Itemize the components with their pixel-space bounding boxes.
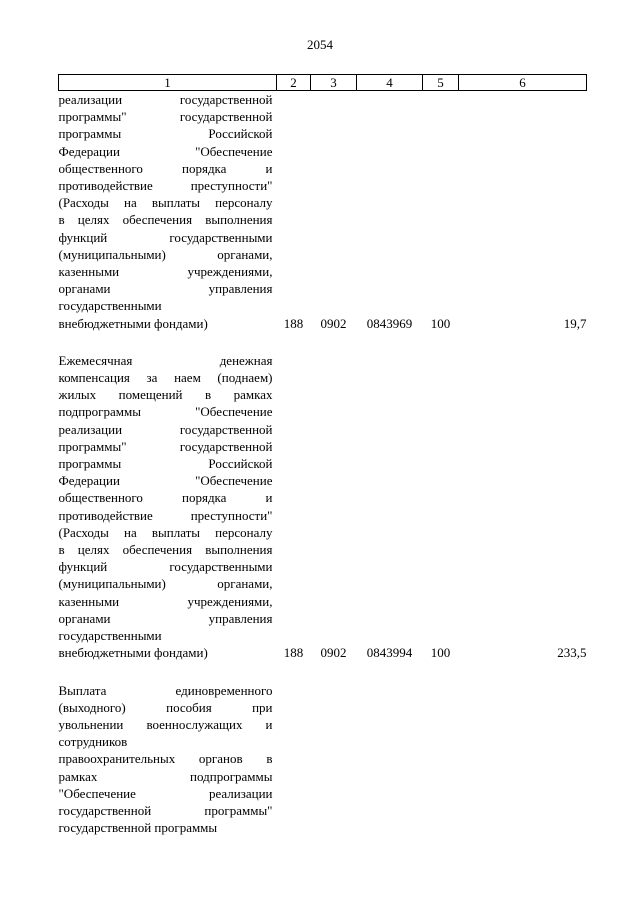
col-2-header: 2	[277, 75, 311, 91]
section-code-cell: 0902	[320, 645, 347, 661]
col-1-header: 1	[59, 75, 277, 91]
col-5-header: 5	[423, 75, 459, 91]
description-line: органами управления	[58, 610, 273, 626]
expense-type-cell: 100	[430, 315, 451, 331]
page-number: 2054	[307, 37, 333, 52]
description-line: сотрудников	[58, 734, 128, 750]
description-line: казенными учреждениями,	[58, 264, 273, 280]
expense-type-cell: 100	[430, 645, 451, 661]
description-line: "Обеспечение реализации	[58, 785, 273, 801]
description-line: государственной программы"	[58, 802, 273, 818]
description-line: (выходного) пособия при	[58, 699, 273, 715]
description-line: казенными учреждениями,	[58, 593, 273, 609]
description-line: Выплата единовременного	[58, 682, 273, 698]
description-line: Федерации "Обеспечение	[58, 143, 273, 159]
column-number-header	[59, 75, 587, 91]
table-row	[59, 352, 587, 662]
description-cell	[59, 682, 277, 837]
description-line: общественного порядка и	[58, 490, 273, 506]
description-line: государственными	[58, 628, 162, 644]
col-4-header: 4	[357, 75, 423, 91]
description-line: (муниципальными) органами,	[58, 246, 273, 262]
description-line: рамках подпрограммы	[58, 768, 273, 784]
description-line: Ежемесячная денежная	[58, 352, 273, 368]
description-line: функций государственными	[58, 229, 273, 245]
amount-cell	[459, 682, 587, 837]
col-3-header: 3	[311, 75, 357, 91]
description-line: реализации государственной	[58, 421, 273, 437]
description-line: государственной программы	[58, 820, 218, 836]
description-line: внебюджетными фондами)	[58, 315, 208, 331]
target-article-cell: 0843994	[366, 645, 413, 661]
description-line: увольнении военнослужащих и	[58, 716, 273, 732]
row-spacer-cell	[59, 662, 587, 682]
ministry-code-cell: 188	[283, 315, 304, 331]
amount-cell: 233,5	[557, 645, 587, 661]
description-line: компенсация за наем (поднаем)	[58, 370, 273, 386]
description-line: (Расходы на выплаты персоналу	[58, 524, 273, 540]
description-line: (Расходы на выплаты персоналу	[58, 195, 273, 211]
amount-cell: 19,7	[563, 315, 587, 331]
description-line: реализации государственной	[58, 92, 273, 107]
row-spacer	[59, 332, 587, 352]
description-line: функций государственными	[58, 559, 273, 575]
section-code-cell: 0902	[320, 315, 347, 331]
description-cell	[59, 91, 277, 332]
description-line: жилых помещений в рамках	[58, 387, 273, 403]
description-line: программы Российской	[58, 126, 273, 142]
row-spacer-cell	[59, 332, 587, 352]
row-spacer	[59, 662, 587, 682]
description-line: подпрограммы "Обеспечение	[58, 404, 273, 420]
budget-table	[58, 74, 587, 836]
description-line: Федерации "Обеспечение	[58, 473, 273, 489]
table-row	[59, 682, 587, 837]
description-line: программы Российской	[58, 456, 273, 472]
description-line: противодействие преступности"	[58, 178, 273, 194]
description-line: правоохранительных органов в	[58, 751, 273, 767]
description-line: государственными	[58, 298, 162, 314]
description-line: программы" государственной	[58, 438, 273, 454]
description-line: программы" государственной	[58, 109, 273, 125]
description-line: общественного порядка и	[58, 160, 273, 176]
description-line: в целях обеспечения выполнения	[58, 212, 273, 228]
description-line: противодействие преступности"	[58, 507, 273, 523]
target-article-cell	[357, 682, 423, 837]
description-line: внебюджетными фондами)	[58, 645, 208, 661]
expense-type-cell	[423, 682, 459, 837]
description-cell	[59, 352, 277, 662]
description-line: (муниципальными) органами,	[58, 576, 273, 592]
ministry-code-cell	[277, 682, 311, 837]
ministry-code-cell: 188	[283, 645, 304, 661]
description-line: органами управления	[58, 281, 273, 297]
section-code-cell	[311, 682, 357, 837]
table-row	[59, 91, 587, 332]
target-article-cell: 0843969	[366, 315, 413, 331]
description-line: в целях обеспечения выполнения	[58, 542, 273, 558]
col-6-header: 6	[459, 75, 587, 91]
